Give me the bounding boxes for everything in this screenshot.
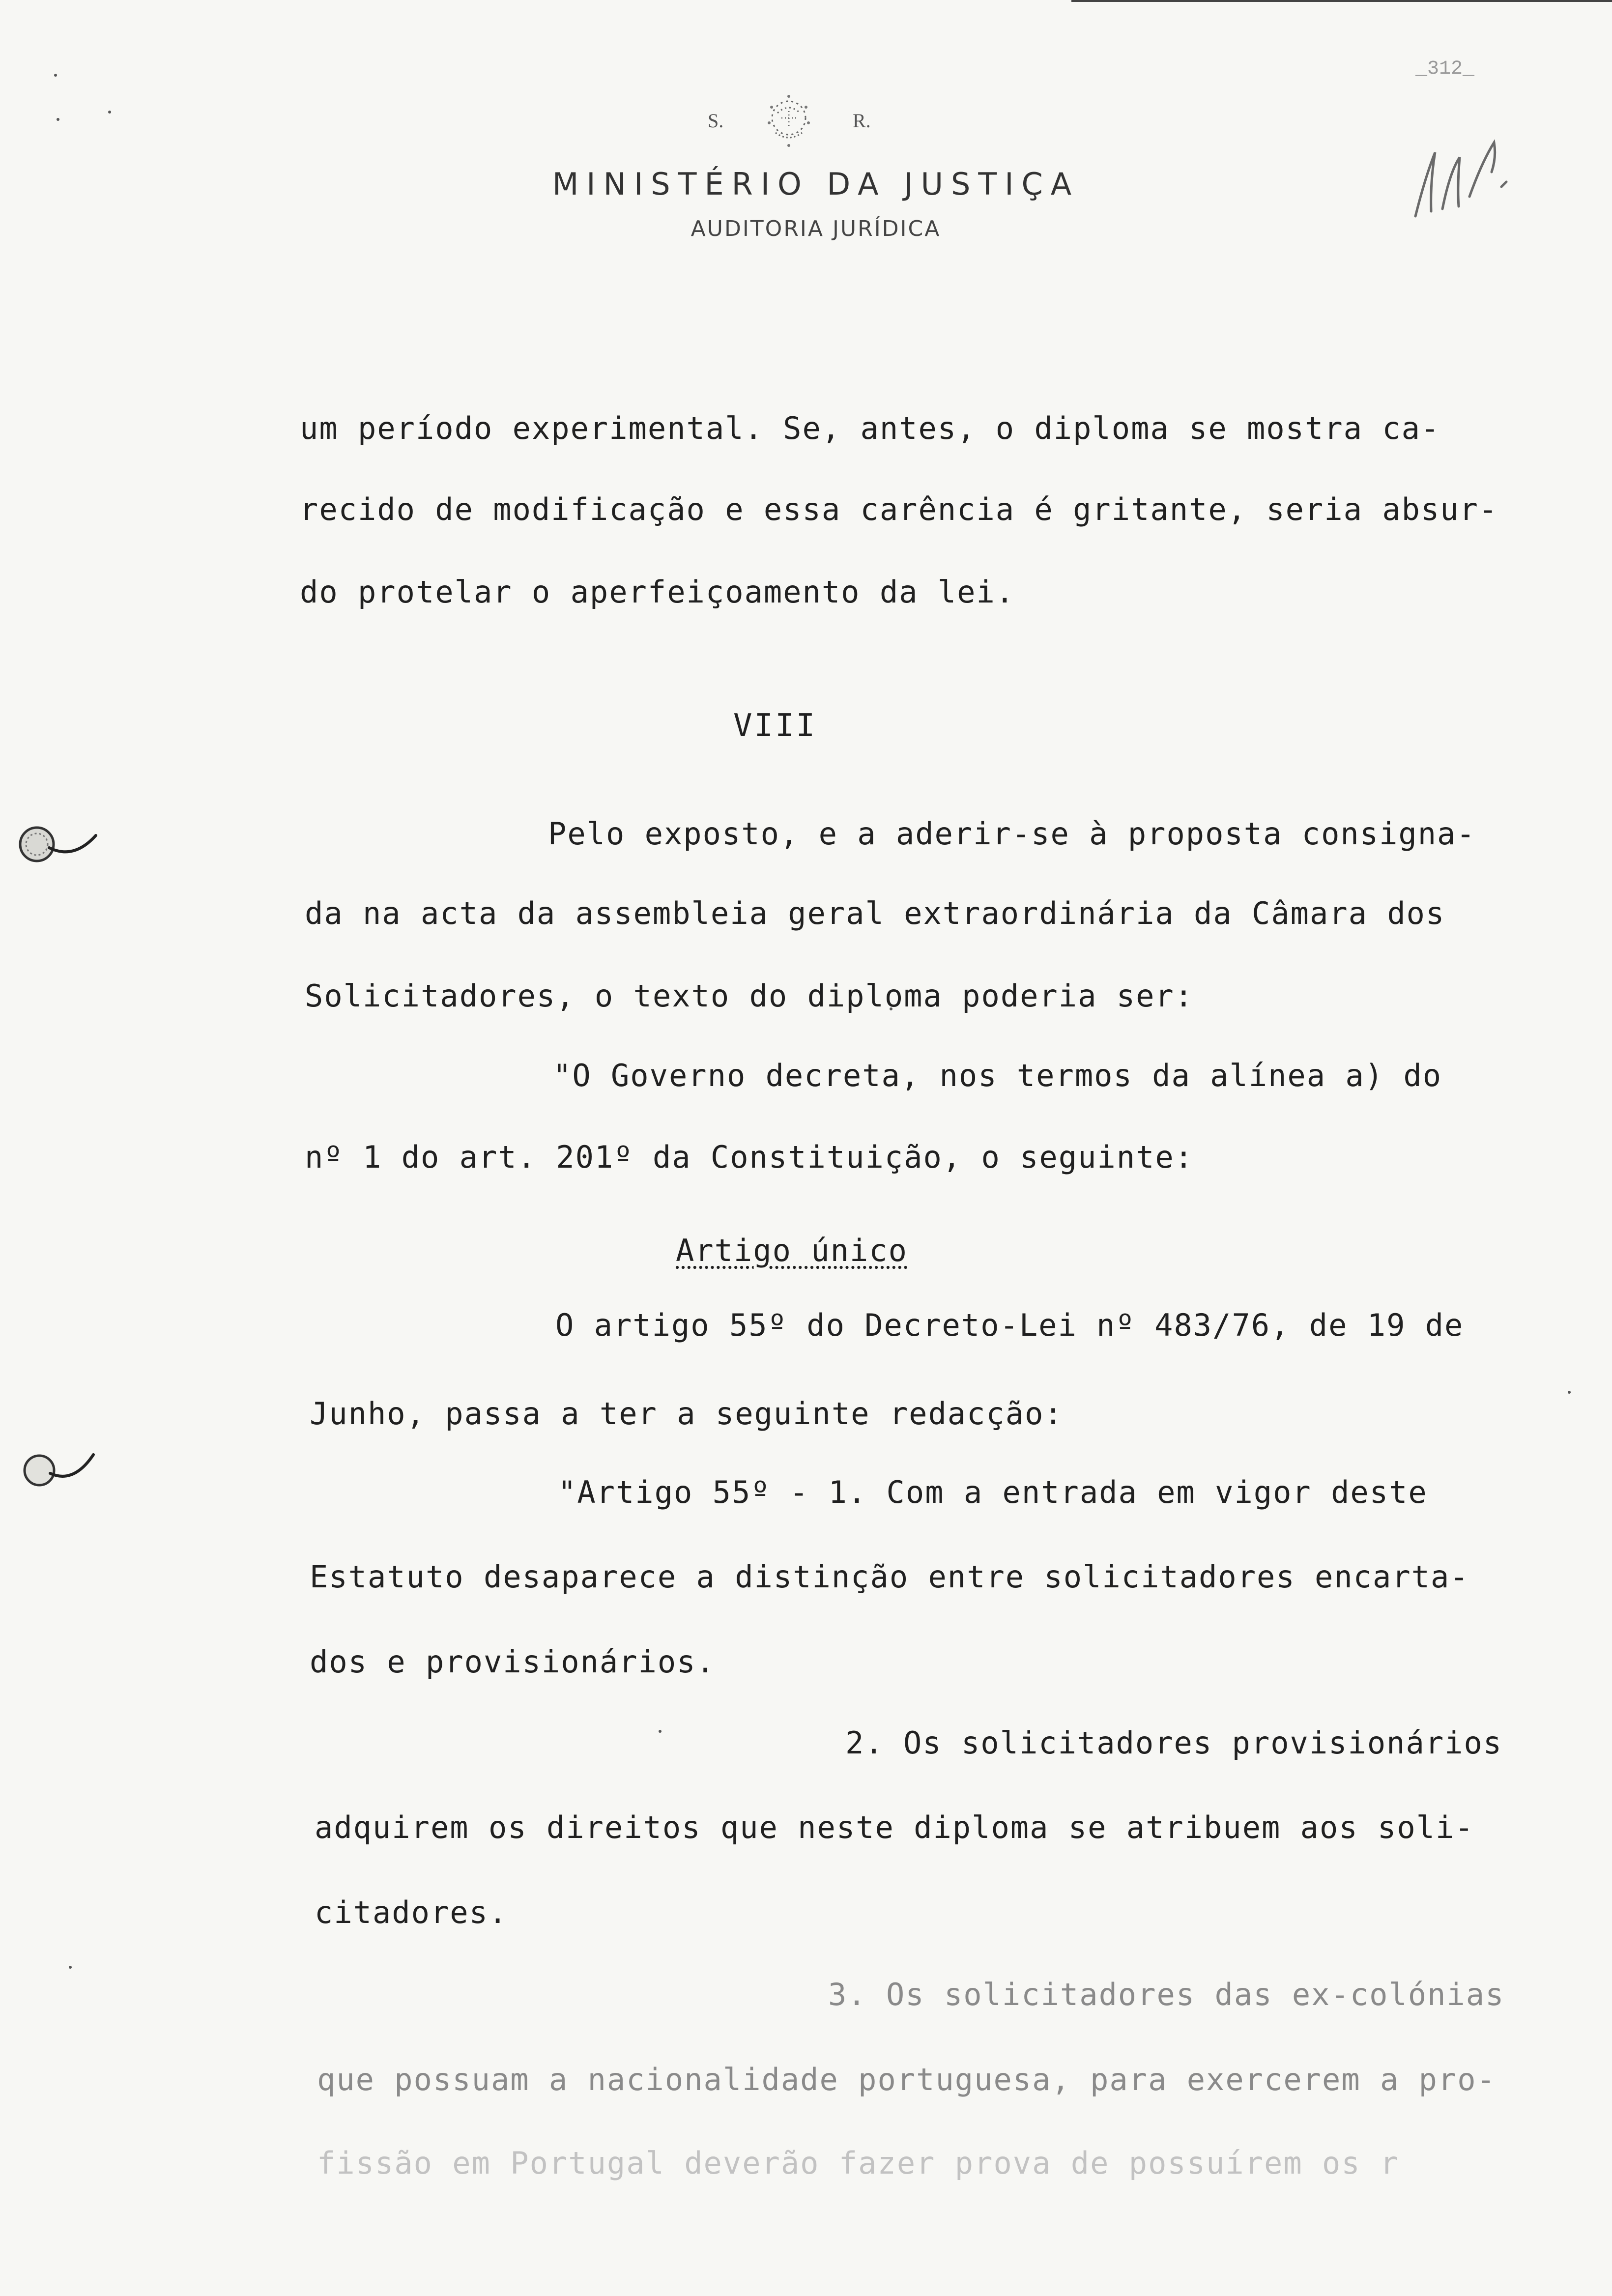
margin-hole-mark-icon [15,1435,98,1499]
body-line: da na acta da assembleia geral extraordinária da Câmara dos [305,895,1445,931]
body-line: Solicitadores, o texto do diploma poderia ser: [305,978,1194,1014]
ink-speck [108,111,111,114]
body-line: "Artigo 55º - 1. Com a entrada em vigor deste [558,1474,1428,1510]
ink-speck [1568,1391,1571,1394]
ink-speck [69,1966,72,1969]
top-rule [1071,0,1612,2]
body-line: "O Governo decreta, nos termos da alínea a) do [553,1058,1442,1093]
body-line: 3. Os solicitadores das ex-colónias [828,1977,1505,2012]
margin-hole-mark-icon [10,811,98,875]
ministry-title: MINISTÉRIO DA JUSTIÇA [552,166,1080,202]
crest-left-letter: S. [708,110,724,132]
body-line: adquirem os direitos que neste diploma se atribuem aos soli- [315,1809,1474,1845]
body-line: dos e provisionários. [310,1644,716,1680]
department-subtitle: AUDITORIA JURÍDICA [691,216,941,241]
body-line: O artigo 55º do Decreto-Lei nº 483/76, de 19 de [555,1307,1464,1343]
body-line: fissão em Portugal deverão fazer prova de possuírem os r [317,2145,1400,2181]
ink-speck [57,118,59,121]
body-line: Estatuto desaparece a distinção entre solicitadores encarta- [310,1559,1469,1595]
ink-speck [54,74,57,77]
body-line: recido de modificação e essa carência é gritante, seria absur- [300,491,1498,527]
ink-speck [659,1730,662,1733]
body-line: citadores. [315,1894,508,1930]
page-number: _312_ [1415,58,1475,80]
body-line: 2. Os solicitadores provisionários [845,1725,1503,1761]
body-line: do protelar o aperfeiçoamento da lei. [300,574,1015,610]
body-line: Pelo exposto, e a aderir-se à proposta consigna- [548,816,1476,852]
section-heading: VIII [733,708,817,744]
body-line: um período experimental. Se, antes, o diploma se mostra ca- [300,410,1440,446]
body-line: Junho, passa a ter a seguinte redacção: [310,1396,1064,1432]
crest-right-letter: R. [853,110,871,132]
body-line: que possuam a nacionalidade portuguesa, para exercerem a pro- [317,2062,1496,2097]
coat-of-arms-emblem-icon [752,87,826,151]
body-line: nº 1 do art. 201º da Constituição, o seguinte: [305,1139,1194,1175]
article-heading: Artigo único [676,1233,908,1268]
handwritten-initials [1396,123,1524,221]
